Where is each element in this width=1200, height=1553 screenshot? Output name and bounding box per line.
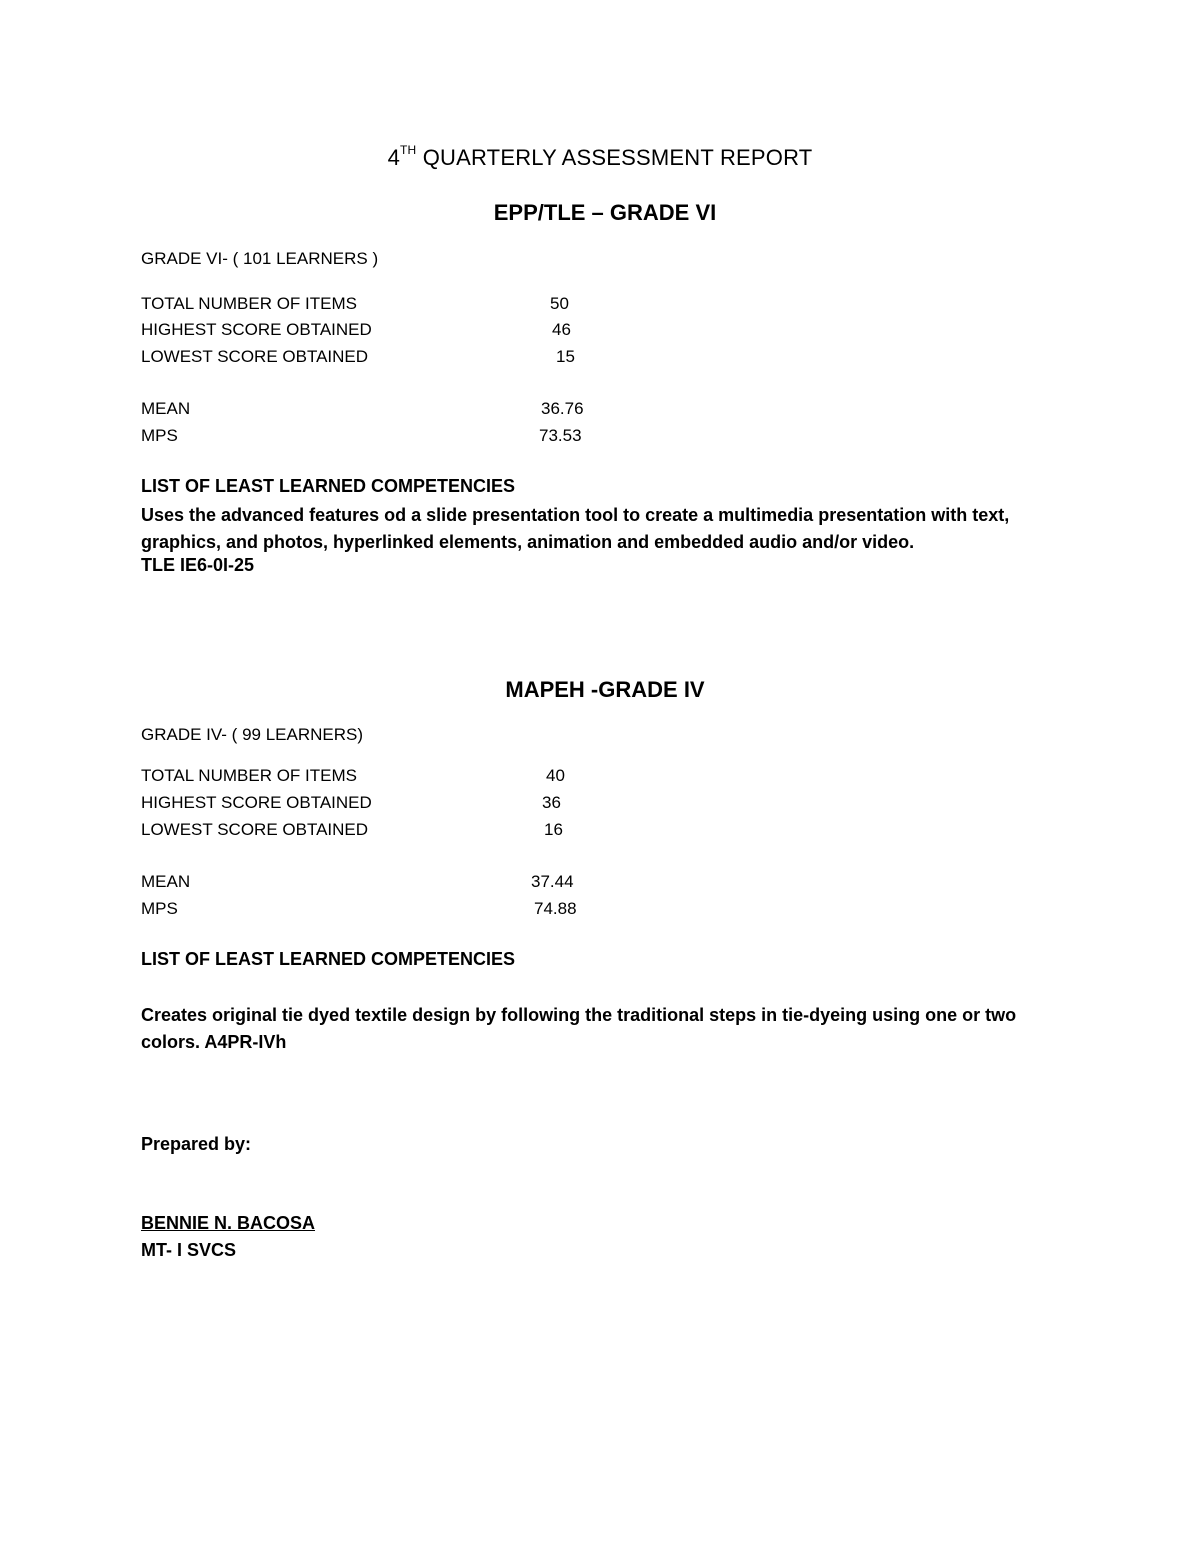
section2-llc-heading: LIST OF LEAST LEARNED COMPETENCIES bbox=[141, 949, 516, 969]
section1-stat-value: 46 bbox=[552, 320, 571, 339]
section1-llc-code: TLE IE6-0I-25 bbox=[141, 555, 255, 575]
prepared-by-label: Prepared by: bbox=[141, 1134, 252, 1154]
section1-stat-value: 36.76 bbox=[541, 399, 584, 418]
section1-stat-label: MEAN bbox=[141, 399, 191, 418]
preparer-name: BENNIE N. BACOSA bbox=[141, 1213, 316, 1233]
section1-stat-label: LOWEST SCORE OBTAINED bbox=[141, 347, 369, 366]
section2-stat-label: MPS bbox=[141, 899, 178, 918]
section2-stat-value: 37.44 bbox=[531, 872, 574, 891]
section2-llc-text: Creates original tie dyed textile design by following the traditional steps in tie-dyeing using one or two colors. A4PR-IVh bbox=[141, 1005, 1017, 1052]
report-title bbox=[0, 142, 1200, 171]
section2-stat-label: TOTAL NUMBER OF ITEMS bbox=[141, 766, 357, 785]
section1-llc-heading: LIST OF LEAST LEARNED COMPETENCIES bbox=[141, 476, 516, 496]
section2-stat-label: LOWEST SCORE OBTAINED bbox=[141, 820, 369, 839]
section1-stat-label: TOTAL NUMBER OF ITEMS bbox=[141, 294, 357, 313]
section1-stat-value: 15 bbox=[556, 347, 575, 366]
title-superscript: TH bbox=[400, 142, 417, 157]
section2-stat-value: 40 bbox=[546, 766, 565, 785]
section1-stat-label: HIGHEST SCORE OBTAINED bbox=[141, 320, 372, 339]
section1-stat-value: 50 bbox=[550, 294, 569, 313]
section2-stat-label: HIGHEST SCORE OBTAINED bbox=[141, 793, 372, 812]
section2-heading: MAPEH -GRADE IV bbox=[505, 677, 705, 702]
section2-stat-value: 36 bbox=[542, 793, 561, 812]
title-text: QUARTERLY ASSESSMENT REPORT bbox=[416, 145, 813, 170]
section2-stat-value: 74.88 bbox=[534, 899, 577, 918]
section1-llc-text: Uses the advanced features od a slide presentation tool to create a multimedia presentation with text, graphics, and photos, hyperlinked elements, animation and embedded audio and/or video. bbox=[141, 505, 1010, 552]
section2-grade-line: GRADE IV- ( 99 LEARNERS) bbox=[141, 725, 364, 744]
section1-heading: EPP/TLE – GRADE VI bbox=[493, 200, 717, 225]
section1-grade-line: GRADE VI- ( 101 LEARNERS ) bbox=[141, 249, 379, 268]
section1-stat-value: 73.53 bbox=[539, 426, 582, 445]
title-number: 4 bbox=[387, 145, 400, 170]
preparer-position: MT- I SVCS bbox=[141, 1240, 237, 1260]
section2-stat-label: MEAN bbox=[141, 872, 191, 891]
section2-stat-value: 16 bbox=[544, 820, 563, 839]
section1-stat-label: MPS bbox=[141, 426, 178, 445]
